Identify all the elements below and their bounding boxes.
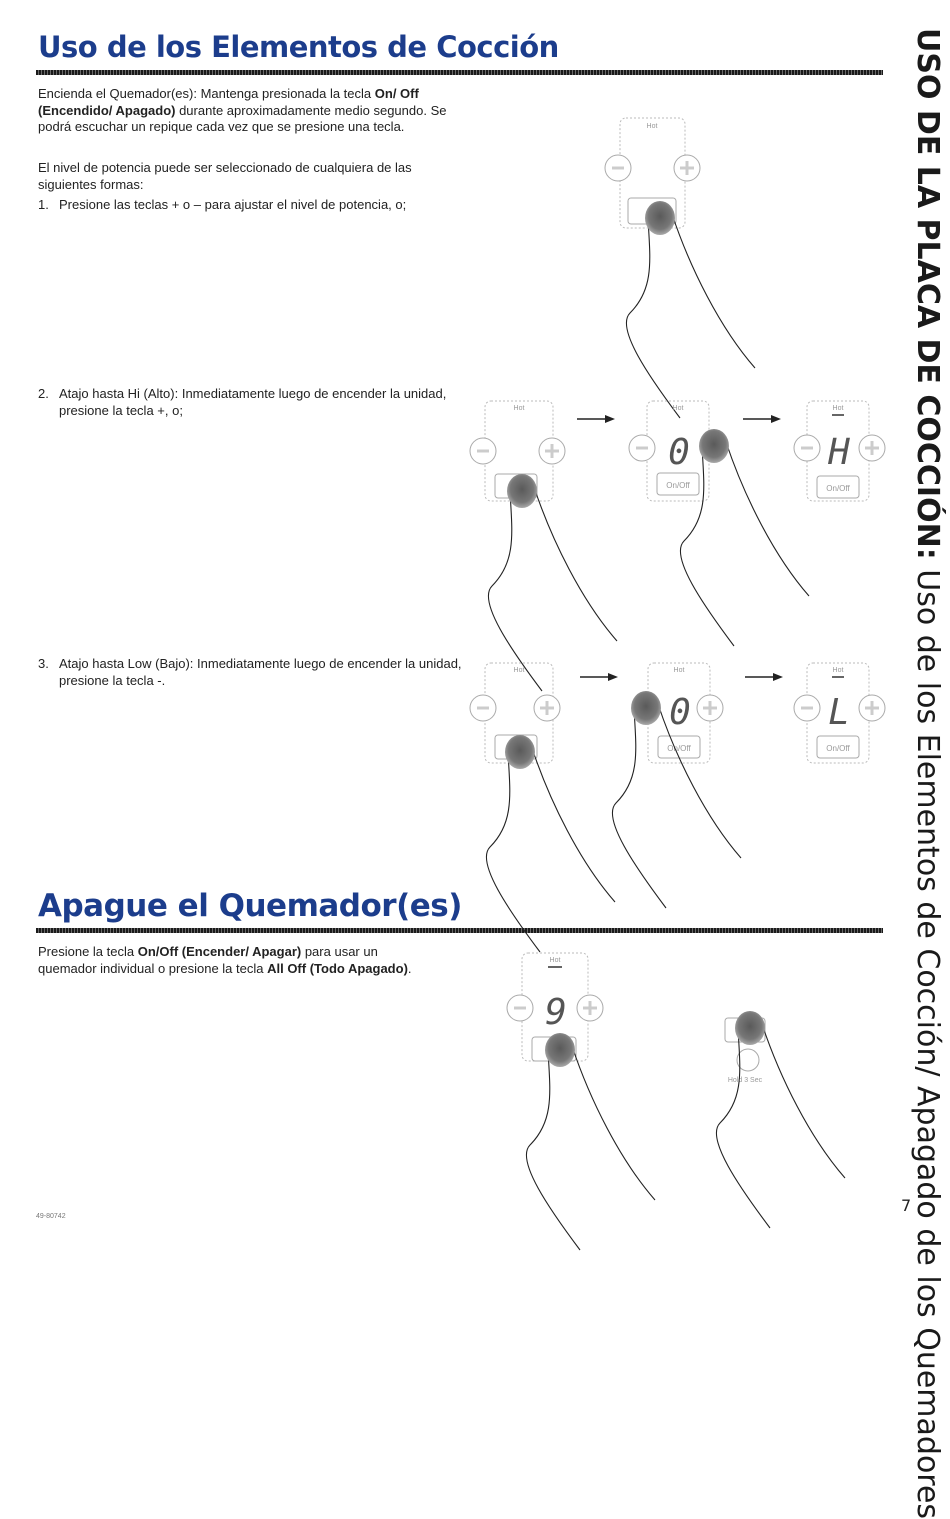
figure-step2-press-onoff: [465, 396, 605, 646]
power-level-paragraph: El nivel de potencia puede ser seleccionado de cualquiera de las siguientes formas:: [38, 160, 412, 192]
title-rule: [36, 928, 883, 933]
arrow-icon: [577, 414, 617, 424]
svg-text:Hot: Hot: [549, 957, 561, 964]
finger-press-icon: [716, 1011, 845, 1228]
figure-off-all-burners: [700, 1010, 850, 1200]
arrow-icon: [745, 672, 785, 682]
section-title-cooking-elements: Uso de los Elementos de Cocción: [38, 30, 559, 64]
svg-text:Hot: Hot: [672, 405, 684, 412]
figure-step2-press-plus: [632, 396, 772, 626]
figure-step3-press-minus: [610, 660, 750, 900]
section-title-turn-off: Apague el Quemador(es): [38, 888, 462, 924]
display-digit: 0: [668, 432, 690, 473]
step-3: 3. Atajo hasta Low (Bajo): Inmediatamente luego de encender la unidad, presione la tecla -.: [38, 656, 462, 688]
svg-text:Hot: Hot: [832, 405, 844, 412]
finger-press-icon: [680, 429, 809, 646]
svg-text:On/Off: On/Off: [826, 744, 850, 753]
hot-label: Hot: [646, 123, 658, 130]
svg-text:Hot: Hot: [673, 667, 685, 674]
all-off-key-label: Hold 3 Sec: [727, 1077, 763, 1084]
title-rule: [36, 70, 883, 75]
svg-text:On/Off: On/Off: [667, 744, 691, 753]
figure-step3-press-onoff: [465, 660, 605, 910]
display-digit: L: [828, 692, 850, 733]
svg-text:Hot: Hot: [513, 667, 525, 674]
arrow-icon: [743, 414, 783, 424]
figure-step3-result-low: [795, 660, 890, 770]
finger-press-icon: [486, 735, 615, 952]
figure-step2-result-hi: [795, 396, 890, 506]
finger-press-icon: [488, 474, 617, 691]
finger-press-icon: [526, 1033, 655, 1250]
display-digit: H: [828, 432, 850, 473]
document-code: 49-80742: [36, 1213, 66, 1220]
intro-paragraph: Encienda el Quemador(es): Mantenga presionada la tecla On/ Off (Encendido/ Apagado) durante aproximadamente medio segundo. Se podrá escuchar un repique cada vez que se presione una tecla.: [38, 86, 447, 134]
svg-text:Hot: Hot: [832, 667, 844, 674]
figure-step1-press-onoff: [595, 110, 735, 370]
onoff-key-label: On/Off: [666, 481, 690, 490]
display-digit: 0: [669, 692, 691, 733]
figure-off-single-burner: [510, 950, 650, 1200]
display-digit: 9: [545, 992, 567, 1033]
turn-off-paragraph: Presione la tecla On/Off (Encender/ Apagar) para usar un quemador individual o presione la tecla All Off (Todo Apagado).: [38, 944, 412, 976]
svg-text:On/Off: On/Off: [826, 484, 850, 493]
step-2: 2. Atajo hasta Hi (Alto): Inmediatamente luego de encender la unidad, presione la tecla +, o;: [38, 386, 447, 418]
finger-press-icon: [626, 201, 755, 418]
sidebar-section-label: USO DE LA PLACA DE COCCIÓN: Uso de los Elementos de Cocción/ Apagado de los Quemadores: [910, 28, 945, 1519]
step-1: 1. Presione las teclas + o – para ajustar el nivel de potencia, o;: [38, 197, 407, 212]
svg-text:Hot: Hot: [513, 405, 525, 412]
page-number: 7: [901, 1196, 912, 1215]
